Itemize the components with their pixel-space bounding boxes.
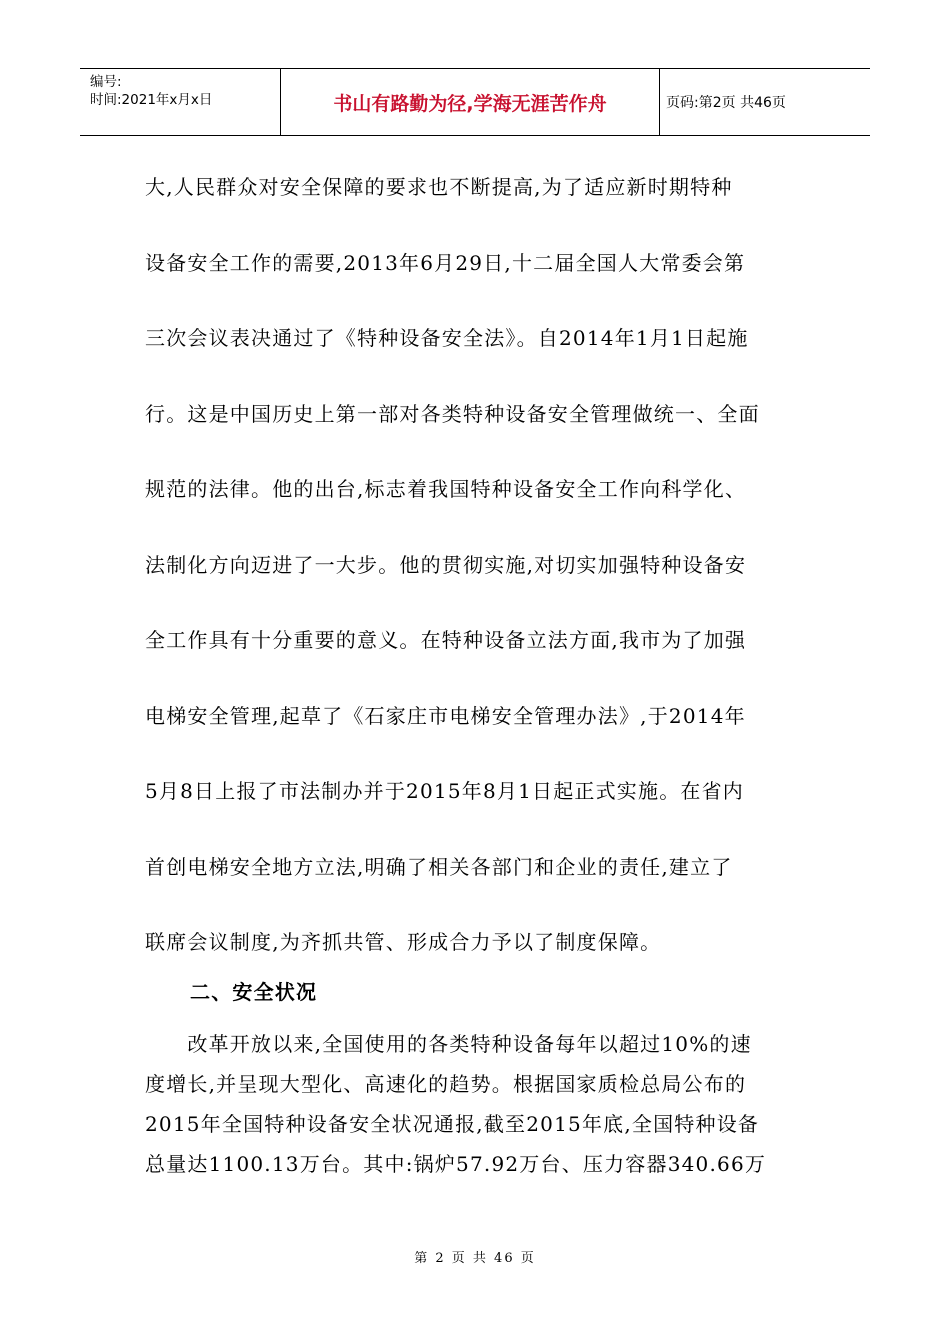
- document-time-label: 时间:2021年x月x日: [90, 92, 213, 108]
- body-line: 法制化方向迈进了一大步。他的贯彻实施,对切实加强特种设备安: [145, 552, 747, 577]
- section-paragraph: [145, 1024, 805, 1184]
- body-line: 联席会议制度,为齐抓共管、形成合力予以了制度保障。: [145, 930, 662, 954]
- page-footer: 第 2 页 共 46 页: [414, 1251, 536, 1266]
- body-line: 度增长,并呈现大型化、高速化的趋势。根据国家质检总局公布的: [145, 1072, 747, 1096]
- header-motto: 书山有路勤为径,学海无涯苦作舟: [281, 69, 660, 135]
- body-line: 首创电梯安全地方立法,明确了相关各部门和企业的责任,建立了: [145, 854, 733, 879]
- page-header: [80, 68, 870, 136]
- body-line: 2015年全国特种设备安全状况通报,截至2015年底,全国特种设备: [145, 1112, 760, 1136]
- body-line: 电梯安全管理,起草了《石家庄市电梯安全管理办法》,于2014年: [145, 703, 746, 728]
- header-meta: [80, 69, 281, 135]
- body-line: 设备安全工作的需要,2013年6月29日,十二届全国人大常委会第: [145, 250, 746, 275]
- document-number-label: 编号:: [90, 74, 122, 90]
- body-line: 总量达1100.13万台。其中:锅炉57.92万台、压力容器340.66万: [145, 1152, 767, 1176]
- body-line: 全工作具有十分重要的意义。在特种设备立法方面,我市为了加强: [145, 628, 747, 652]
- header-page-code: 页码:第2页 共46页: [666, 95, 786, 111]
- body-line: 三次会议表决通过了《特种设备安全法》。自2014年1月1日起施: [145, 326, 749, 350]
- section-heading: 二、安全状况: [190, 980, 318, 1004]
- body-line: 行。这是中国历史上第一部对各类特种设备安全管理做统一、全面: [145, 401, 760, 426]
- body-line: 规范的法律。他的出台,标志着我国特种设备安全工作向科学化、: [145, 477, 747, 501]
- body-line: 改革开放以来,全国使用的各类特种设备每年以超过10%的速: [145, 1032, 752, 1056]
- body-line: 5月8日上报了市法制办并于2015年8月1日起正式实施。在省内: [145, 779, 744, 803]
- body-paragraph: [145, 150, 805, 981]
- body-line: 大,人民群众对安全保障的要求也不断提高,为了适应新时期特种: [145, 175, 733, 199]
